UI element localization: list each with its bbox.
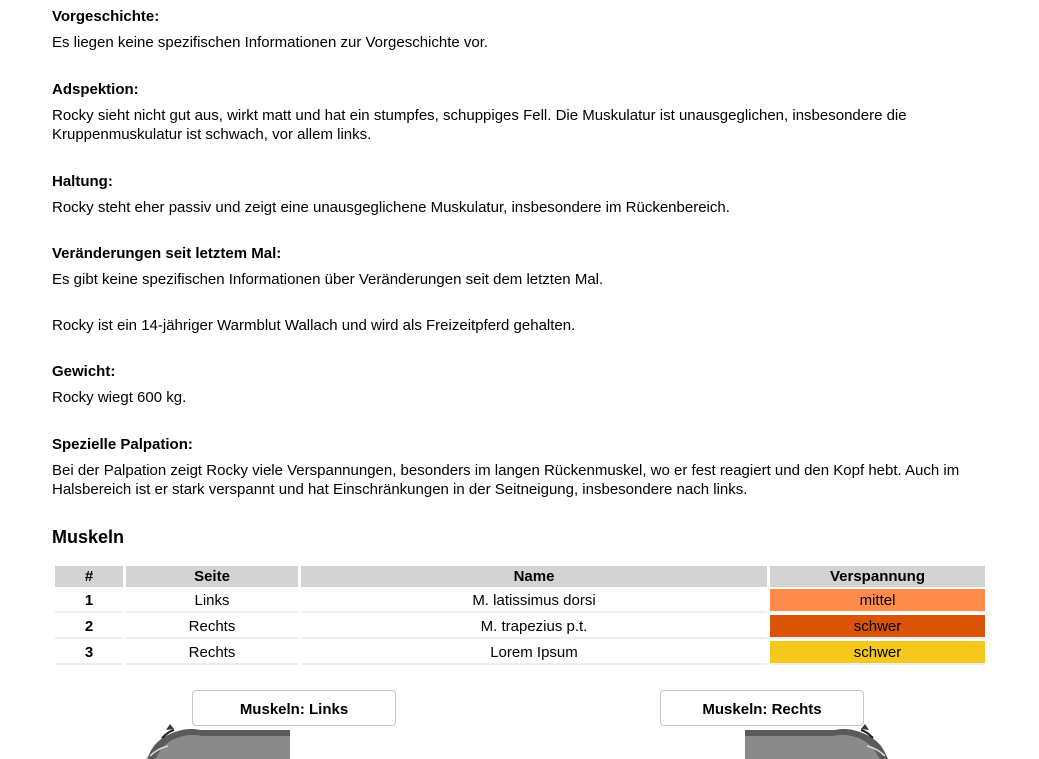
section-vorgeschichte <box>52 8 992 52</box>
muscles-heading: Muskeln <box>52 527 125 547</box>
section-title: Veränderungen seit letztem Mal: <box>52 245 282 262</box>
section-gewicht <box>52 363 992 407</box>
column-header-side: Seite <box>126 566 298 587</box>
table-row <box>55 589 985 613</box>
muscles-right-button[interactable]: Muskeln: Rechts <box>660 690 864 726</box>
section-text: Rocky sieht nicht gut aus, wirkt matt und hat ein stumpfes, schuppiges Fell. Die Muskulatur ist unausgeglichen, insbesondere die Kruppenmuskulatur ist schwach, vor allem links. <box>52 107 907 143</box>
section-text: Es liegen keine spezifischen Informationen zur Vorgeschichte vor. <box>52 34 489 51</box>
row-side: Rechts <box>126 641 298 665</box>
row-number: 2 <box>55 615 123 639</box>
section-text: Es gibt keine spezifischen Informationen über Veränderungen seit dem letzten Mal. <box>52 271 604 288</box>
section-text: Bei der Palpation zeigt Rocky viele Verspannungen, besonders im langen Rückenmuskel, wo er fest reagiert und den Kopf hebt. Auch im Halsbereich ist er stark verspannt und hat Einschränkungen in der Seitneigung, insbesondere nach links. <box>52 462 960 498</box>
muscles-table <box>52 564 988 667</box>
row-tension-badge: schwer <box>770 615 985 639</box>
column-header-tension: Verspannung <box>770 566 985 587</box>
row-muscle-name: M. latissimus dorsi <box>301 589 767 613</box>
section-haltung <box>52 173 992 217</box>
table-row <box>55 641 985 665</box>
table-row <box>55 615 985 639</box>
section-title: Vorgeschichte: <box>52 8 160 25</box>
row-side: Rechts <box>126 615 298 639</box>
section-text: Rocky wiegt 600 kg. <box>52 389 187 406</box>
row-tension-badge: schwer <box>770 641 985 665</box>
section-text: Rocky ist ein 14-jähriger Warmblut Wallach und wird als Freizeitpferd gehalten. <box>52 317 576 334</box>
section-title: Spezielle Palpation: <box>52 436 193 453</box>
row-tension-badge: mittel <box>770 589 985 613</box>
section-title: Gewicht: <box>52 363 116 380</box>
row-muscle-name: M. trapezius p.t. <box>301 615 767 639</box>
table-header-row <box>55 566 985 587</box>
section-veraenderungen <box>52 245 992 289</box>
section-adspektion <box>52 81 992 144</box>
column-header-name: Name <box>301 566 767 587</box>
section-title: Haltung: <box>52 173 113 190</box>
row-number: 1 <box>55 589 123 613</box>
row-number: 3 <box>55 641 123 665</box>
section-horse-info <box>52 316 992 335</box>
row-side: Links <box>126 589 298 613</box>
section-text: Rocky steht eher passiv und zeigt eine unausgeglichene Muskulatur, insbesondere im Rückenbereich. <box>52 199 730 216</box>
row-muscle-name: Lorem Ipsum <box>301 641 767 665</box>
muscles-left-button[interactable]: Muskeln: Links <box>192 690 396 726</box>
section-title: Adspektion: <box>52 81 139 98</box>
section-spezielle-palpation <box>52 436 992 499</box>
column-header-number: # <box>55 566 123 587</box>
